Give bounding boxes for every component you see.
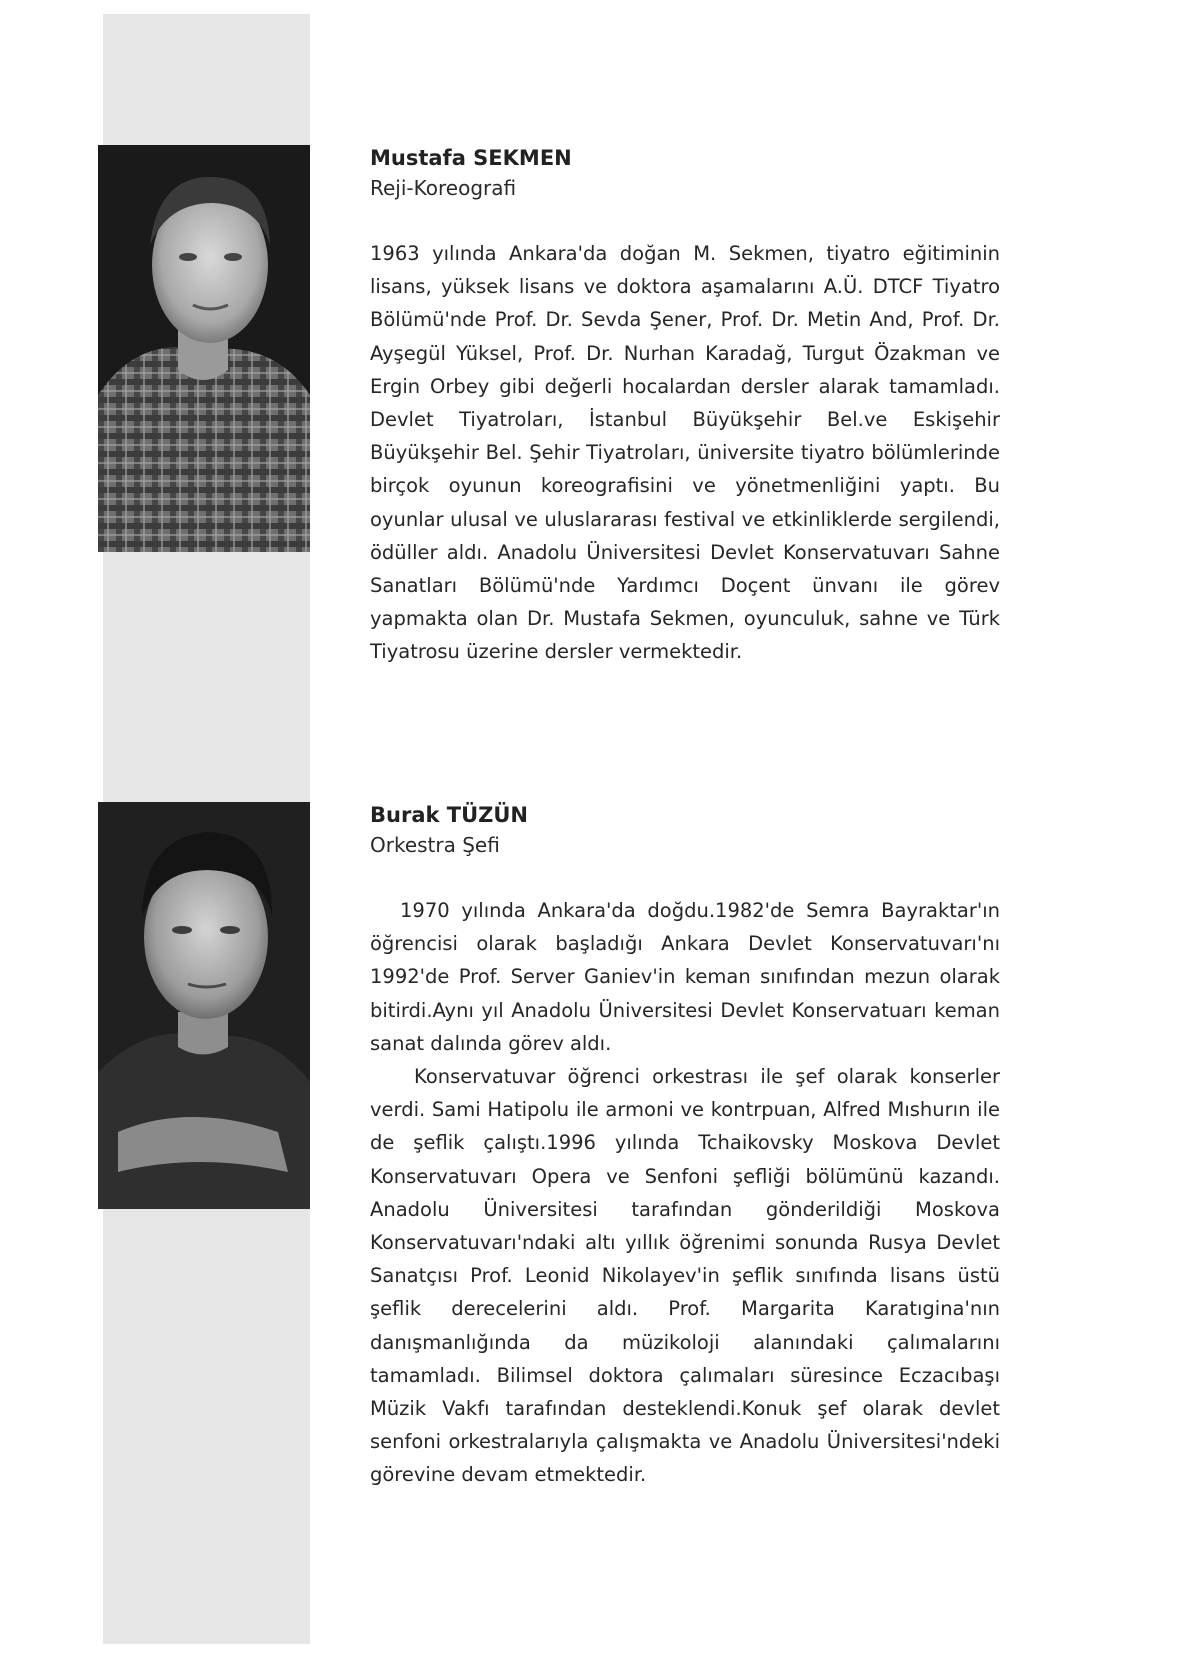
portrait-photo-tuzun [98,802,310,1209]
person-name: Mustafa SEKMEN [370,146,572,170]
person-name: Burak TÜZÜN [370,803,528,827]
bio-paragraph: 1970 yılında Ankara'da doğdu.1982'de Semra Bayraktar'ın öğrencisi olarak başladığı Ankara Devlet Konservatuvarı'nı 1992'de Prof. Server Ganiev'in keman sınıfından mezun olarak bitirdi.Aynı yıl Anadolu Üniversitesi Devlet Konservatuarı keman sanat dalında görev aldı. [370,899,1000,1055]
bio-section-tuzun [370,800,1000,1492]
bio-paragraph: Konservatuvar öğrenci orkestrası ile şef olarak konserler verdi. Sami Hatipolu ile armoni ve kontrpuan, Alfred Mıshurın ile de şeflik çalıştı.1996 yılında Tchaikovsky Moskova Devlet Konservatuvarı Opera ve Senfoni şefliği bölümünü kazandı. Anadolu Üniversitesi tarafından gönderildiği Moskova Konservatuvarı'ndaki altı yıllık öğrenimi sonunda Rusya Devlet Sanatçısı Prof. Leonid Nikolayev'in şeflik sınıfında lisans üstü şeflik derecelerini aldı. Prof. Margarita Karatıgina'nın danışmanlığında da müzikoloji alanındaki çalımalarını tamamladı. Bilimsel doktora çalımaları süresince Eczacıbaşı Müzik Vakfı tarafından desteklendi.Konuk şef olarak devlet senfoni orkestralarıyla çalışmakta ve Anadolu Üniversitesi'ndeki görevine devam etmektedir. [370,1065,1000,1487]
bio-section-sekmen [370,143,1000,669]
person-role: Reji-Koreografi [370,176,517,200]
portrait-photo-sekmen [98,145,310,552]
person-role: Orkestra Şefi [370,833,500,857]
bio-paragraph: 1963 yılında Ankara'da doğan M. Sekmen, tiyatro eğitiminin lisans, yüksek lisans ve doktora aşamalarını A.Ü. DTCF Tiyatro Bölümü'nde Prof. Dr. Sevda Şener, Prof. Dr. Metin And, Prof. Dr. Ayşegül Yüksel, Prof. Dr. Nurhan Karadağ, Turgut Özakman ve Ergin Orbey gibi değerli hocalardan dersler alarak tamamladı. Devlet Tiyatroları, İstanbul Büyükşehir Bel.ve Eskişehir Büyükşehir Bel. Şehir Tiyatroları, üniversite tiyatro bölümlerinde birçok oyunun koreografisini ve yönetmenliğini yaptı. Bu oyunlar ulusal ve uluslararası festival ve etkinliklerde sergilendi, ödüller aldı. Anadolu Üniversitesi Devlet Konservatuvarı Sahne Sanatları Bölümü'nde Yardımcı Doçent ünvanı ile görev yapmakta olan Dr. Mustafa Sekmen, oyunculuk, sahne ve Türk Tiyatrosu üzerine dersler vermektedir. [370,242,1000,664]
